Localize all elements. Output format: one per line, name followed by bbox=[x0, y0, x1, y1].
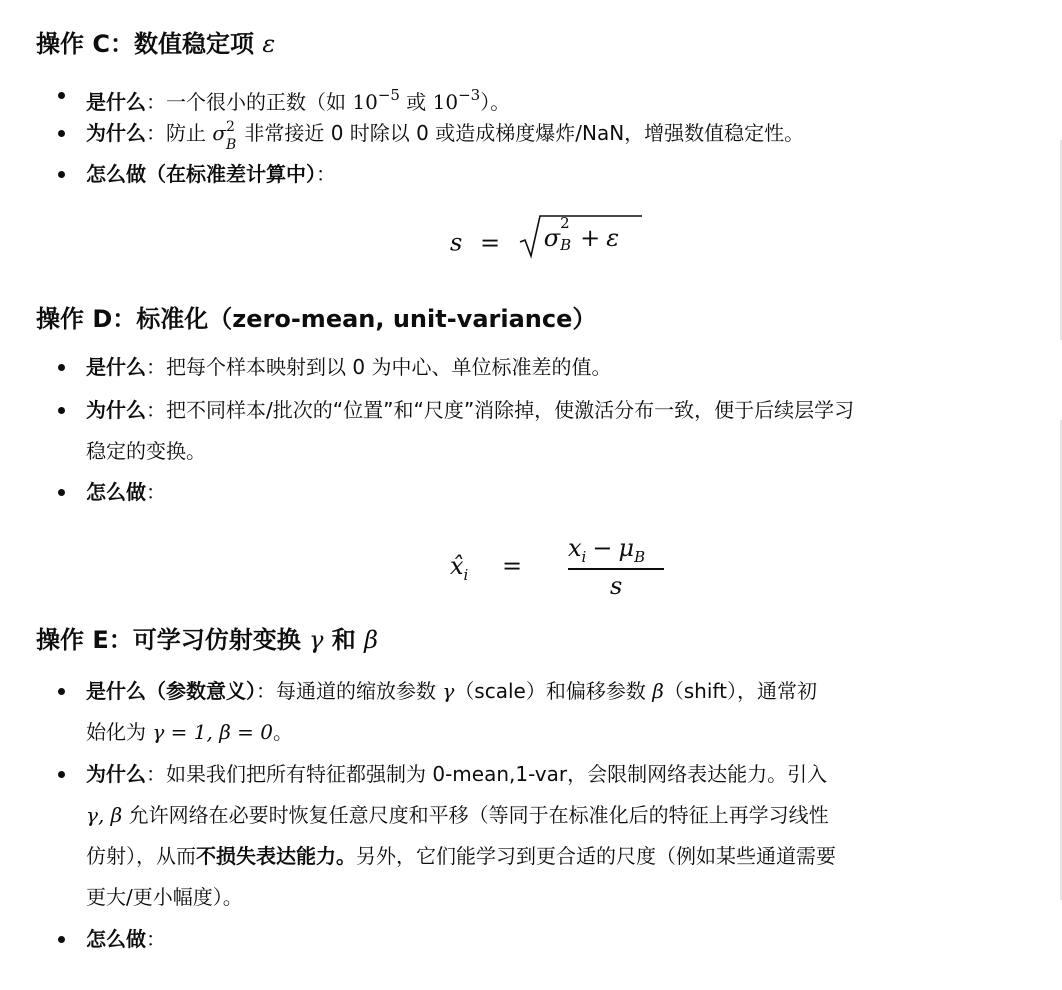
num-mu: μ bbox=[618, 534, 635, 562]
sqrt-radical bbox=[518, 214, 642, 266]
gamma-symbol: γ bbox=[309, 626, 324, 654]
section-e-what bbox=[86, 677, 817, 705]
why-text: ：如果我们把所有特征都强制为 0-mean,1-var，会限制网络表达能力。引入 bbox=[146, 762, 828, 786]
sigma-sup: 2 bbox=[226, 118, 235, 135]
plus-sign: + bbox=[580, 224, 601, 252]
title-and: 和 bbox=[323, 626, 365, 654]
how-colon: ： bbox=[316, 162, 336, 186]
section-e-heading bbox=[36, 624, 378, 656]
section-e-why bbox=[86, 760, 827, 788]
why-text-cont: 稳定的变换。 bbox=[86, 439, 206, 463]
bullet-dot bbox=[58, 936, 65, 943]
bullet-dot bbox=[58, 364, 65, 371]
power-base: 10 bbox=[432, 90, 459, 114]
section-e-title: 操作 E：可学习仿射变换 bbox=[36, 626, 310, 654]
why-label: 为什么 bbox=[86, 762, 146, 786]
power-exponent: −3 bbox=[458, 86, 481, 104]
x-hat-sub: i bbox=[463, 566, 469, 584]
why-text-cont: 另外，它们能学习到更合适的尺度（例如某些通道需要 bbox=[356, 844, 836, 868]
bullet-dot bbox=[58, 407, 65, 414]
formula-eq: = bbox=[502, 552, 523, 580]
how-label: 怎么做 bbox=[86, 480, 146, 504]
how-label: 怎么做 bbox=[86, 927, 146, 951]
what-tail: ）。 bbox=[480, 90, 511, 114]
section-d-title: 操作 D：标准化（zero-mean, unit-variance） bbox=[36, 305, 597, 333]
beta-symbol: β bbox=[364, 626, 379, 654]
section-d-what bbox=[86, 353, 611, 381]
sigma-sub: B bbox=[226, 136, 237, 153]
what-label: 是什么 bbox=[86, 355, 146, 379]
num-x-sub: i bbox=[581, 548, 587, 566]
why-text-cont: 允许网络在必要时恢复任意尺度和平移（等同于在标准化后的特征上再学习线性 bbox=[122, 803, 829, 827]
what-text: ：把每个样本映射到以 0 为中心、单位标准差的值。 bbox=[146, 355, 612, 379]
sigma-symbol: σ bbox=[543, 224, 561, 252]
section-d-how bbox=[86, 478, 166, 506]
formula-std bbox=[450, 214, 642, 272]
why-emphasis: 不损失表达能力。 bbox=[196, 844, 356, 868]
x-hat: x̂ bbox=[450, 552, 464, 580]
why-text-cont: 更大/更小幅度）。 bbox=[86, 885, 243, 909]
why-text: ：把不同样本/批次的“位置”和“尺度”消除掉，使激活分布一致，便于后续层学习 bbox=[146, 398, 855, 422]
why-text: ：防止 bbox=[146, 121, 213, 145]
bullet-dot bbox=[58, 171, 65, 178]
how-colon: ： bbox=[146, 927, 166, 951]
why-text-rest: 非常接近 0 时除以 0 或造成梯度爆炸/NaN，增强数值稳定性。 bbox=[238, 121, 805, 145]
why-text-cont: 仿射），从而 bbox=[86, 844, 196, 868]
power-exponent: −5 bbox=[377, 86, 400, 104]
what-label: 是什么 bbox=[86, 90, 146, 114]
num-x: x bbox=[568, 534, 582, 562]
section-c-heading bbox=[36, 28, 275, 60]
why-label: 为什么 bbox=[86, 398, 146, 422]
bullet-dot bbox=[58, 92, 65, 99]
fraction-denominator: s bbox=[610, 572, 623, 600]
what-text-mid: （scale）和偏移参数 bbox=[454, 679, 653, 703]
gamma-beta-symbols: γ, β bbox=[86, 803, 123, 827]
how-colon: ： bbox=[146, 480, 166, 504]
section-e-how bbox=[86, 925, 166, 953]
section-e-why-cont-2 bbox=[86, 842, 836, 870]
section-c-what bbox=[86, 81, 510, 116]
section-d-why-cont bbox=[86, 437, 206, 465]
section-d-heading bbox=[36, 303, 596, 335]
bullet-dot bbox=[58, 771, 65, 778]
minus-sign: − bbox=[592, 534, 613, 562]
gamma-symbol: γ bbox=[442, 679, 455, 703]
what-or: 或 bbox=[399, 90, 433, 114]
sigma-sub: B bbox=[560, 236, 572, 254]
what-text: ：一个很小的正数（如 bbox=[146, 90, 353, 114]
formula-eq: = bbox=[479, 228, 501, 257]
sigma-scripts bbox=[226, 118, 238, 153]
num-mu-sub: B bbox=[634, 548, 646, 566]
sigma-scripts bbox=[560, 214, 574, 254]
bullet-dot bbox=[58, 130, 65, 137]
beta-symbol: β bbox=[652, 679, 664, 703]
what-text: ：每通道的缩放参数 bbox=[256, 679, 443, 703]
bullet-dot bbox=[58, 688, 65, 695]
what-text-tail: （shift），通常初 bbox=[663, 679, 817, 703]
epsilon-symbol: ε bbox=[262, 30, 276, 58]
what-label: 是什么（参数意义） bbox=[86, 679, 256, 703]
init-expression: γ = 1, β = 0 bbox=[152, 720, 273, 744]
fraction-numerator bbox=[568, 534, 645, 566]
section-e-why-cont-3 bbox=[86, 883, 243, 911]
power-base: 10 bbox=[352, 90, 378, 114]
section-e-why-cont-1 bbox=[86, 801, 829, 829]
section-e-what-cont bbox=[86, 718, 293, 746]
sigma-sup: 2 bbox=[560, 214, 570, 232]
how-label: 怎么做（在标准差计算中） bbox=[86, 162, 316, 186]
what-line2: 始化为 bbox=[86, 720, 153, 744]
formula-lhs: s bbox=[450, 228, 463, 257]
sigma-symbol: σ bbox=[212, 121, 227, 145]
fraction-bar bbox=[568, 568, 664, 570]
why-label: 为什么 bbox=[86, 121, 146, 145]
bullet-dot bbox=[58, 489, 65, 496]
formula-lhs bbox=[450, 552, 468, 584]
section-c-how bbox=[86, 160, 336, 188]
sqrt-content bbox=[543, 214, 620, 254]
section-c-why bbox=[86, 118, 805, 153]
section-c-title: 操作 C：数值稳定项 bbox=[36, 30, 263, 58]
epsilon-symbol: ε bbox=[606, 224, 620, 252]
what-line2-end: 。 bbox=[272, 720, 293, 744]
section-d-why bbox=[86, 396, 854, 424]
